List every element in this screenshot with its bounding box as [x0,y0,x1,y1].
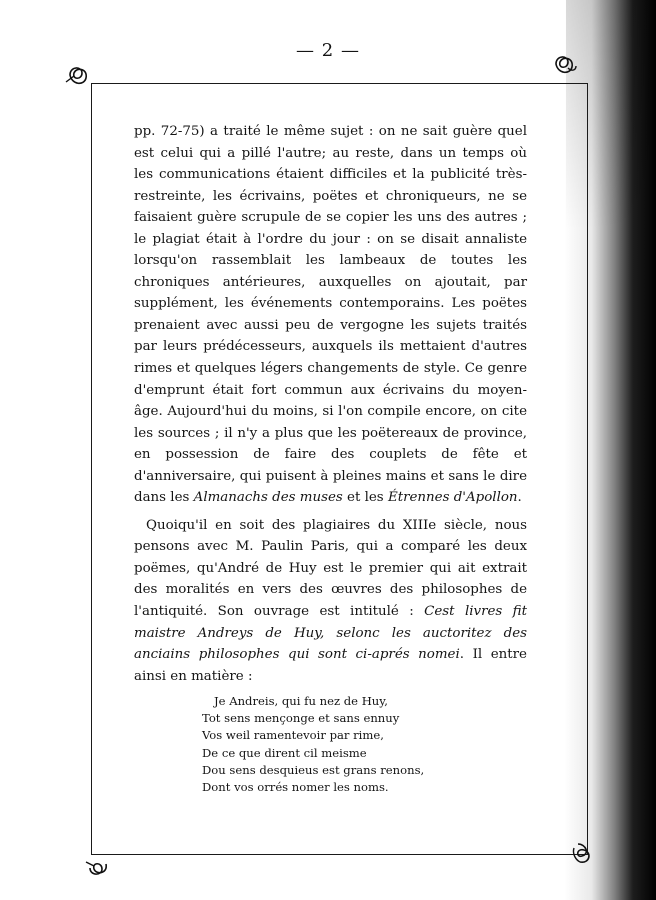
italic-work-title: Cest livres fit maistre Andreys de Huy, selonc les auctoritez des anciains philosophes qui sont ci-aprés nomei [134,604,527,663]
verse-line: De ce que dirent cil meisme [202,745,367,760]
corner-flourish-icon [62,60,92,90]
verse-quote [202,693,482,796]
verse-line: Dont vos orrés nomer les noms. [202,780,389,795]
italic-title-etrennes: Étrennes d'Apollon [387,490,518,506]
verse-line: Vos weil ramentevoir par rime, [202,728,384,743]
corner-flourish-icon [82,854,112,884]
page-number: — 2 — [296,40,360,61]
verse-line: Dou sens desquieus est grans renons, [202,762,425,777]
verse-line: Tot sens mençonge et sans ennuy [202,711,400,726]
main-text [134,121,527,687]
paragraph-1: pp. 72-75) a traité le même sujet : on ne sait guère quel est celui qui a pillé l'autre; au reste, dans un temps où les communications étaient difficiles et la publicité très-restreinte, les écrivains, poëtes et chroniqueurs, ne se faisaient guère scrupule de se copier les uns des autres ; le plagiat était à l'ordre du jour : on se disait annaliste lorsqu'on rassemblait les lambeaux de toutes les chroniques antérieures, auxquelles on ajoutait, par supplément, les événements contemporains. Les poëtes prenaient avec aussi peu de vergogne les sujets traités par leurs prédécesseurs, auxquels ils mettaient d'autres rimes et quelques légers changements de style. Ce genre d'emprunt était fort commun aux écrivains du moyen-âge. Aujourd'hui du moins, si l'on compile encore, on cite les sources ; il n'y a plus que les poëtereaux de province, en possession de faire des couplets de fête et d'anniversaire, qui puisent à pleines mains et sans le dire dans les Almanachs des muses et les Étrennes d'Apollon. [134,124,527,506]
paragraph-2: Quoiqu'il en soit des plagiaires du XIIIe siècle, nous pensons avec M. Paulin Paris, qui a comparé les deux poëmes, qu'André de Huy est le premier qui ait extrait des moralités en vers des œuvres des philosophes de l'antiquité. Son ouvrage est intitulé : Cest livres fit maistre Andreys de Huy, selonc les auctoritez des anciains philosophes qui sont ci-aprés nomei. Il entre ainsi en matière : [134,517,527,684]
italic-title-almanachs: Almanachs des muses [193,490,343,506]
corner-flourish-icon [550,50,580,80]
verse-line: Je Andreis, qui fu nez de Huy, [214,694,388,708]
corner-flourish-icon [568,838,598,868]
